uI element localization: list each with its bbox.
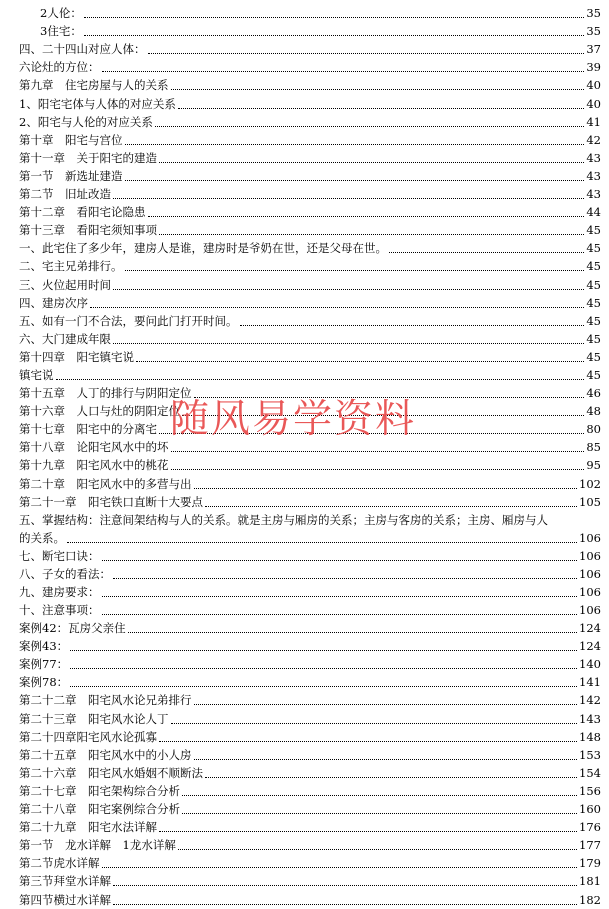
toc-entry[interactable] — [19, 764, 601, 782]
toc-entry-page: 45 — [586, 295, 601, 310]
toc-entry[interactable] — [19, 257, 601, 275]
toc-entry[interactable] — [19, 94, 601, 112]
toc-entry-page: 160 — [579, 802, 601, 817]
toc-entry[interactable] — [19, 673, 601, 691]
dot-leader — [194, 704, 578, 705]
toc-entry[interactable] — [19, 203, 601, 221]
toc-entry[interactable] — [19, 818, 601, 836]
toc-entry[interactable] — [19, 511, 601, 529]
dot-leader — [389, 252, 584, 253]
toc-entry-page: 39 — [586, 60, 601, 75]
toc-entry-title: 二、宅主兄弟排行。 — [19, 259, 123, 274]
toc-entry-page: 153 — [579, 747, 601, 762]
toc-entry-title: 2人伦： — [40, 6, 82, 21]
dot-leader — [159, 234, 584, 235]
toc-entry[interactable] — [19, 836, 601, 854]
toc-entry-title: 镇宅说 — [19, 367, 54, 382]
toc-entry[interactable] — [19, 782, 601, 800]
toc-entry-page: 124 — [579, 639, 601, 654]
toc-entry-page: 37 — [586, 42, 601, 57]
toc-entry-page: 42 — [586, 132, 601, 147]
dot-leader — [102, 596, 578, 597]
toc-entry[interactable] — [19, 330, 601, 348]
toc-entry-page: 40 — [586, 96, 601, 111]
toc-entry-page: 35 — [586, 24, 601, 39]
toc-entry-title: 第九章 住宅房屋与人的关系 — [19, 78, 169, 93]
toc-entry[interactable] — [19, 294, 601, 312]
toc-entry-page: 141 — [579, 675, 601, 690]
toc-entry-title: 五、如有一门不合法，要问此门打开时间。 — [19, 313, 238, 328]
toc-entry-title: 第二十三章 阳宅风水论人丁 — [19, 711, 169, 726]
toc-entry-title: 六论灶的方位： — [19, 60, 100, 75]
toc-entry-title: 第十六章 人口与灶的阴阳定位 — [19, 404, 180, 419]
toc-entry-page: 45 — [586, 277, 601, 292]
dot-leader — [171, 89, 585, 90]
toc-entry-title: 第二十六章 阳宅风水婚姻不顺断法 — [19, 765, 203, 780]
dot-leader — [90, 307, 584, 308]
toc-entry-page: 102 — [579, 476, 601, 491]
toc-entry-page: 106 — [579, 566, 601, 581]
toc-entry-continuation[interactable] — [19, 529, 601, 547]
toc-entry[interactable] — [19, 691, 601, 709]
toc-entry-page: 43 — [586, 150, 601, 165]
toc-entry-page: 46 — [586, 386, 601, 401]
toc-entry-title: 案例78： — [19, 675, 69, 690]
dot-leader — [113, 289, 584, 290]
toc-entry-page: 85 — [586, 440, 601, 455]
toc-entry-page: 143 — [579, 711, 601, 726]
toc-entry[interactable] — [19, 113, 601, 131]
dot-leader — [171, 723, 578, 724]
dot-leader — [67, 542, 577, 543]
toc-entry-page: 106 — [579, 530, 601, 545]
toc-entry-title: 十、注意事项： — [19, 603, 100, 617]
toc-entry[interactable] — [19, 709, 601, 727]
dot-leader — [159, 831, 577, 832]
toc-entry-title: 四、二十四山对应人体： — [19, 42, 146, 57]
toc-entry-title: 1、阳宅宅体与人体的对应关系 — [19, 96, 176, 111]
toc-entry-title: 第二十七章 阳宅架构综合分析 — [19, 783, 180, 798]
toc-entry-title: 七、断宅口诀： — [19, 548, 100, 563]
toc-entry-page: 142 — [579, 693, 601, 708]
toc-entry-page: 106 — [579, 603, 601, 617]
dot-leader — [136, 361, 584, 362]
dot-leader — [148, 53, 585, 54]
toc-entry-title: 3住宅： — [40, 24, 82, 39]
toc-entry-page: 182 — [579, 892, 601, 907]
toc-entry[interactable] — [19, 854, 601, 872]
toc-entry-title: 六、大门建成年限 — [19, 331, 111, 346]
toc-entry-title: 第十四章 阳宅镇宅说 — [19, 349, 134, 364]
dot-leader — [148, 216, 585, 217]
dot-leader — [159, 741, 577, 742]
dot-leader — [171, 451, 585, 452]
toc-entry-page: 177 — [579, 838, 601, 853]
toc-entry-page: 45 — [586, 259, 601, 274]
toc-entry-page: 45 — [586, 367, 601, 382]
toc-entry-page: 45 — [586, 331, 601, 346]
toc-entry-title: 2、阳宅与人伦的对应关系 — [19, 114, 153, 129]
dot-leader — [113, 198, 584, 199]
toc-entry[interactable] — [19, 348, 601, 366]
dot-leader — [178, 849, 577, 850]
toc-entry-page: 48 — [586, 404, 601, 419]
toc-entry[interactable] — [19, 547, 601, 565]
toc-entry-page: 106 — [579, 548, 601, 563]
toc-entry-title: 五、掌握结构：注意间架结构与人的关系。就是主房与厢房的关系；主房与客房的关系；主房、厢房与人 — [19, 512, 548, 527]
toc-entry[interactable] — [19, 275, 601, 293]
dot-leader — [205, 777, 577, 778]
toc-entry-title: 第十九章 阳宅风水中的桃花 — [19, 458, 169, 473]
toc-entry-title: 第三节拜堂水详解 — [19, 874, 111, 889]
toc-entry[interactable] — [19, 872, 601, 890]
toc-entry[interactable] — [19, 185, 601, 203]
dot-leader — [102, 614, 578, 615]
toc-entry[interactable] — [19, 131, 601, 149]
table-of-contents — [19, 4, 601, 909]
toc-entry[interactable] — [19, 637, 601, 655]
toc-entry[interactable] — [19, 456, 601, 474]
toc-entry-title: 第一节 龙水详解 1龙水详解 — [19, 838, 176, 853]
toc-entry[interactable] — [19, 619, 601, 637]
toc-entry-title-continued: 的关系。 — [19, 530, 65, 545]
dot-leader — [178, 108, 585, 109]
toc-entry-page: 105 — [579, 494, 601, 509]
dot-leader — [125, 180, 585, 181]
dot-leader — [102, 560, 578, 561]
dot-leader — [125, 270, 585, 271]
toc-entry-title: 第二十九章 阳宅水法详解 — [19, 820, 157, 835]
toc-entry-title: 第二十二章 阳宅风水论兄弟排行 — [19, 693, 192, 708]
toc-entry[interactable] — [19, 746, 601, 764]
toc-entry[interactable] — [19, 40, 601, 58]
toc-entry-page: 45 — [586, 241, 601, 256]
toc-entry-title: 第二十五章 阳宅风水中的小人房 — [19, 747, 192, 762]
toc-entry-page: 179 — [579, 856, 601, 871]
toc-entry-page: 181 — [579, 874, 601, 889]
dot-leader — [56, 379, 585, 380]
dot-leader — [70, 650, 577, 651]
toc-entry-page: 43 — [586, 187, 601, 202]
toc-entry[interactable] — [19, 890, 601, 908]
dot-leader — [125, 144, 585, 145]
toc-entry[interactable] — [19, 366, 601, 384]
toc-entry[interactable] — [19, 583, 601, 601]
dot-leader — [113, 578, 577, 579]
toc-entry-title: 第四节横过水详解 — [19, 892, 111, 907]
toc-entry-title: 第十章 阳宅与宫位 — [19, 132, 123, 147]
toc-entry[interactable] — [19, 4, 601, 22]
toc-entry-title: 案例77： — [19, 657, 69, 672]
dot-leader — [205, 506, 577, 507]
toc-entry-title: 案例43： — [19, 639, 69, 654]
toc-entry[interactable] — [19, 474, 601, 492]
toc-entry-title: 第二节 旧址改造 — [19, 187, 111, 202]
toc-entry-title: 第十八章 论阳宅风水中的坏 — [19, 440, 169, 455]
toc-entry-page: 148 — [579, 729, 601, 744]
dot-leader — [70, 668, 577, 669]
toc-entry-page: 95 — [586, 458, 601, 473]
toc-entry-page: 45 — [586, 313, 601, 328]
toc-entry[interactable] — [19, 728, 601, 746]
toc-entry-title: 案例42：瓦房父亲住 — [19, 621, 126, 636]
toc-entry[interactable] — [19, 493, 601, 511]
watermark: 随风易学资料 — [170, 397, 417, 442]
toc-entry-page: 35 — [586, 6, 601, 21]
toc-entry-title: 第二节虎水详解 — [19, 856, 100, 871]
toc-entry-page: 140 — [579, 657, 601, 672]
toc-entry-title: 九、建房要求： — [19, 584, 100, 599]
toc-entry-page: 44 — [586, 205, 601, 220]
toc-entry-page: 154 — [579, 765, 601, 780]
dot-leader — [113, 343, 584, 344]
dot-leader — [84, 35, 585, 36]
dot-leader — [113, 904, 577, 905]
toc-entry-title: 第十一章 关于阳宅的建造 — [19, 150, 157, 165]
toc-entry[interactable] — [19, 167, 601, 185]
toc-entry-page: 43 — [586, 168, 601, 183]
toc-entry[interactable] — [19, 58, 601, 76]
toc-entry-title: 一、此宅住了多少年，建房人是谁，建房时是爷奶在世，还是父母在世。 — [19, 241, 387, 256]
toc-entry-page: 156 — [579, 783, 601, 798]
dot-leader — [171, 469, 585, 470]
dot-leader — [102, 867, 578, 868]
toc-entry[interactable] — [19, 312, 601, 330]
toc-entry[interactable] — [19, 239, 601, 257]
toc-entry-title: 第二十一章 阳宅铁口直断十大要点 — [19, 494, 203, 509]
dot-leader — [84, 17, 585, 18]
toc-entry-page: 124 — [579, 621, 601, 636]
dot-leader — [70, 686, 577, 687]
toc-entry-page: 41 — [586, 114, 601, 129]
toc-entry-title: 第二十八章 阳宅案例综合分析 — [19, 802, 180, 817]
dot-leader — [182, 813, 577, 814]
toc-entry-title: 四、建房次序 — [19, 295, 88, 310]
dot-leader — [240, 325, 585, 326]
dot-leader — [155, 126, 585, 127]
toc-entry-title: 三、火位起用时间 — [19, 277, 111, 292]
dot-leader — [113, 885, 577, 886]
dot-leader — [194, 759, 578, 760]
toc-entry[interactable] — [19, 601, 601, 619]
toc-entry[interactable] — [19, 800, 601, 818]
toc-entry-title: 第一节 新选址建造 — [19, 168, 123, 183]
toc-entry-title: 八、子女的看法： — [19, 566, 111, 581]
dot-leader — [194, 488, 578, 489]
dot-leader — [159, 162, 584, 163]
toc-entry-page: 80 — [586, 422, 601, 437]
toc-entry-page: 45 — [586, 349, 601, 364]
dot-leader — [102, 71, 585, 72]
toc-entry[interactable] — [19, 149, 601, 167]
toc-entry[interactable] — [19, 221, 601, 239]
toc-entry-title: 第二十章 阳宅风水中的多营与出 — [19, 476, 192, 491]
toc-entry-page: 176 — [579, 820, 601, 835]
dot-leader — [182, 795, 577, 796]
dot-leader — [128, 632, 577, 633]
toc-entry-title: 第二十四章阳宅风水论孤寡 — [19, 729, 157, 744]
toc-entry[interactable] — [19, 22, 601, 40]
toc-entry-title: 第十三章 看阳宅须知事项 — [19, 223, 157, 238]
toc-entry-page: 45 — [586, 223, 601, 238]
toc-entry-title: 第十五章 人丁的排行与阴阳定位 — [19, 386, 192, 401]
toc-entry-page: 106 — [579, 584, 601, 599]
toc-entry[interactable] — [19, 565, 601, 583]
toc-entry-title: 第十二章 看阳宅论隐患 — [19, 205, 146, 220]
toc-entry-page: 40 — [586, 78, 601, 93]
toc-entry[interactable] — [19, 655, 601, 673]
toc-entry[interactable] — [19, 76, 601, 94]
toc-entry-title: 第十七章 阳宅中的分离宅 — [19, 422, 157, 437]
